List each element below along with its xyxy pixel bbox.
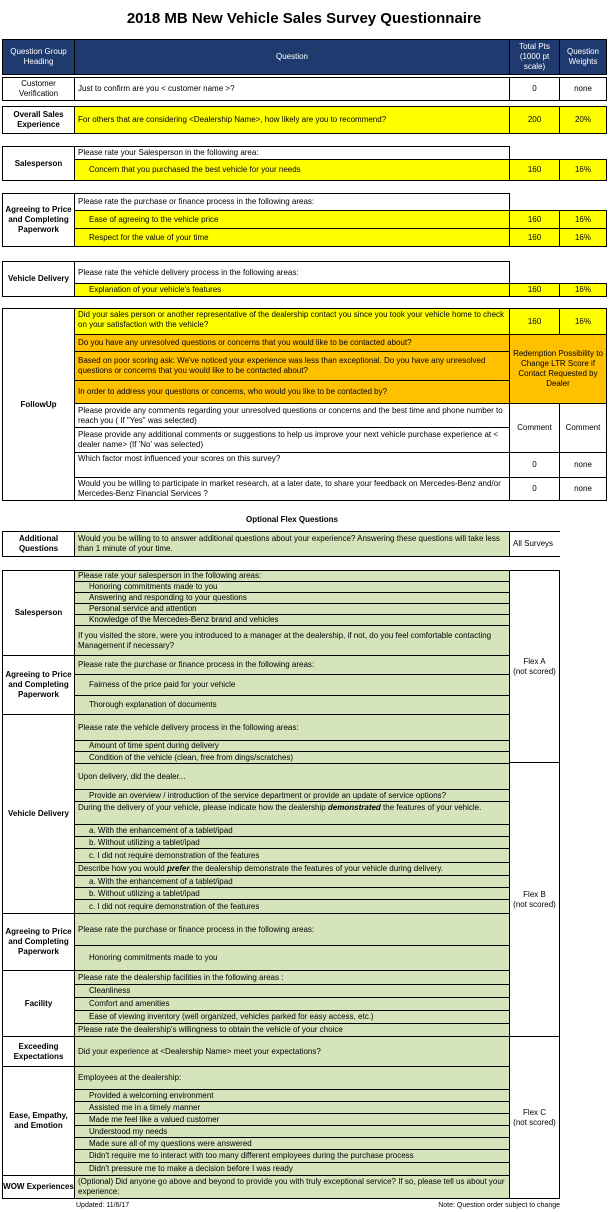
salesperson-label: Salesperson	[2, 146, 75, 181]
customer-verification-weight: none	[559, 77, 607, 101]
facility-label: Facility	[2, 970, 75, 1037]
ease-item-2: Assisted me in a timely manner	[74, 1101, 510, 1114]
customer-verification-label: Customer Verification	[2, 77, 75, 101]
flex-b-cell	[509, 762, 560, 1037]
opt-salesperson-item-3: Personal service and attention	[74, 603, 510, 615]
agreeing-price-weight-1: 16%	[559, 210, 607, 229]
vd-q3-post: the features of your vehicle.	[380, 803, 482, 812]
agreeing-price-item-1: Ease of agreeing to the vehicle price	[74, 210, 510, 229]
ease-item-1: Provided a welcoming environment	[74, 1089, 510, 1102]
followup-points-7: 0	[509, 452, 560, 478]
agreeing-price-question: Please rate the purchase or finance process in the following areas:	[74, 193, 510, 211]
overall-sales-points: 200	[509, 106, 560, 134]
header-group: Question Group Heading	[2, 39, 75, 75]
opt-vehicle-delivery-question: Please rate the vehicle delivery process in the following areas:	[74, 714, 510, 741]
followup-question-2: Do you have any unresolved questions or concerns that you would like to be contacted about?	[74, 334, 510, 352]
opt-vehicle-delivery-item-2: Condition of the vehicle (clean, free from dings/scratches)	[74, 751, 510, 764]
opt-vehicle-delivery-item-1: Amount of time spent during delivery	[74, 740, 510, 752]
vd-q3-pre: During the delivery of your vehicle, please indicate how the dealership	[78, 803, 328, 812]
vd-q4-post: the dealership demonstrate the features of your vehicle during delivery.	[189, 864, 443, 873]
ease-item-4: Understood my needs	[74, 1125, 510, 1138]
followup-question-3: Based on poor scoring ask: We've noticed your experience was less than exceptional. Do you have any unresolved questions or concerns that you would like to be contacted about?	[74, 351, 510, 381]
exceeding-label: Exceeding Expectations	[2, 1036, 75, 1067]
page-title: 2018 MB New Vehicle Sales Survey Questionnaire	[126, 10, 482, 27]
additional-questions-label: Additional Questions	[2, 531, 75, 557]
facility-item-1: Cleanliness	[74, 984, 510, 998]
vehicle-delivery-question: Please rate the vehicle delivery process in the following areas:	[74, 261, 510, 284]
overall-sales-question: For others that are considering <Dealership Name>, how likely are you to recommend?	[74, 106, 510, 134]
agreeing-price-points-2: 160	[509, 228, 560, 247]
followup-label: FollowUp	[2, 308, 75, 501]
opt-salesperson-item-2: Answering and responding to your questions	[74, 592, 510, 604]
opt-salesperson-label: Salesperson	[2, 570, 75, 656]
wow-label: WOW Experiences	[2, 1175, 75, 1199]
footer-note: Note: Question order subject to change	[438, 1202, 560, 1209]
opt-salesperson-item-1: Honoring commitments made to you	[74, 581, 510, 593]
opt-salesperson-question: Please rate your salesperson in the following areas:	[74, 570, 510, 582]
agreeing-price-points-1: 160	[509, 210, 560, 229]
vehicle-delivery-label: Vehicle Delivery	[2, 261, 75, 297]
followup-question-5: Please provide any comments regarding your unresolved questions or concerns and the best time and phone number to reach you ( If "Yes" was selected)	[74, 403, 510, 428]
optional-heading: Optional Flex Questions	[245, 515, 338, 524]
flex-c-cell	[509, 1036, 560, 1199]
followup-question-4: In order to address your questions or concerns, who would you like to be contacted by?	[74, 380, 510, 404]
vd-q3-em: demonstrated	[327, 803, 381, 812]
opt-vehicle-delivery-q4-item-3: c. I did not require demonstration of the features	[74, 899, 510, 914]
opt-agreeing-2-question: Please rate the purchase or finance process in the following areas:	[74, 913, 510, 946]
footer-updated: Updated: 11/6/17	[76, 1202, 130, 1209]
followup-weight-8: none	[559, 477, 607, 501]
followup-question-8: Would you be willing to participate in market research, at a later date, to share your feedback on Mercedes-Benz and/or Mercedes-Benz Financial Services ?	[74, 477, 510, 501]
facility-item-2: Comfort and amenities	[74, 997, 510, 1011]
overall-sales-label: Overall Sales Experience	[2, 106, 75, 134]
opt-vehicle-delivery-q4-item-2: b. Without utilizing a tablet/ipad	[74, 887, 510, 900]
followup-question-7: Which factor most influenced your scores on this survey?	[74, 452, 510, 478]
vehicle-delivery-item: Explanation of your vehicle's features	[74, 283, 510, 297]
flex-a-cell	[509, 570, 560, 763]
opt-vehicle-delivery-q4-item-1: a. With the enhancement of a tablet/ipad	[74, 875, 510, 888]
opt-salesperson-question-2: If you visited the store, were you introduced to a manager at the dealership, if not, do you feel comfortable contacting Management if necessary?	[74, 625, 510, 656]
vd-q4-pre: Describe how you would	[78, 864, 167, 873]
followup-points-8: 0	[509, 477, 560, 501]
ease-item-7: Didn't pressure me to make a decision before I was ready	[74, 1162, 510, 1176]
opt-vehicle-delivery-q3-item-2: b. Without utilizing a tablet/ipad	[74, 836, 510, 849]
opt-vehicle-delivery-question-2: Upon delivery, did the dealer...	[74, 763, 510, 790]
flex-a-note: (not scored)	[513, 666, 556, 676]
opt-agreeing-item-2: Thorough explanation of documents	[74, 695, 510, 715]
followup-question-1: Did your sales person or another representative of the dealership contact you since you took your vehicle home to check on your satisfaction with the vehicle?	[74, 308, 510, 335]
agreeing-price-weight-2: 16%	[559, 228, 607, 247]
opt-vehicle-delivery-label: Vehicle Delivery	[2, 714, 75, 914]
salesperson-question: Please rate your Salesperson in the following area:	[74, 146, 510, 160]
opt-agreeing-item-1: Fairness of the price paid for your vehicle	[74, 674, 510, 696]
ease-item-6: Didn't require me to interact with too many different employees during the purchase process	[74, 1149, 510, 1163]
ease-empathy-question: Employees at the dealership:	[74, 1066, 510, 1090]
opt-vehicle-delivery-q2-item: Provide an overview / introduction of the service department or provide an update of service options?	[74, 789, 510, 802]
facility-question: Please rate the dealership facilities in the following areas :	[74, 970, 510, 985]
followup-weight-1: 16%	[559, 308, 607, 335]
opt-salesperson-item-4: Knowledge of the Mercedes-Benz brand and vehicles	[74, 614, 510, 626]
header-weights: Question Weights	[559, 39, 607, 75]
vehicle-delivery-weight: 16%	[559, 283, 607, 297]
flex-a-label: Flex A	[523, 656, 546, 666]
flex-b-label: Flex B	[523, 889, 546, 899]
opt-vehicle-delivery-question-4	[74, 862, 510, 876]
opt-agreeing-2-label: Agreeing to Price and Completing Paperwork	[2, 913, 75, 971]
overall-sales-weight: 20%	[559, 106, 607, 134]
customer-verification-question: Just to confirm are you < customer name >?	[74, 77, 510, 101]
flex-c-note: (not scored)	[513, 1117, 556, 1127]
salesperson-item: Concern that you purchased the best vehicle for your needs	[74, 159, 510, 181]
additional-questions-scope: All Surveys	[509, 531, 560, 557]
vd-q4-em: prefer	[166, 864, 190, 873]
exceeding-question: Did your experience at <Dealership Name> meet your expectations?	[74, 1036, 510, 1067]
additional-questions-question: Would you be willing to to answer additional questions about your experience? Answering these questions will take less than 1 minute of your time.	[74, 531, 510, 557]
followup-question-6: Please provide any additional comments or suggestions to help us improve your next vehicle purchase experience at < dealer name> (If 'No' was selected)	[74, 427, 510, 453]
flex-b-note: (not scored)	[513, 899, 556, 909]
salesperson-weight: 16%	[559, 159, 607, 181]
followup-comment-2: Comment	[559, 403, 607, 453]
header-points: Total Pts (1000 pt scale)	[509, 39, 560, 75]
ease-item-3: Made me feel like a valued customer	[74, 1113, 510, 1126]
agreeing-price-label: Agreeing to Price and Completing Paperwork	[2, 193, 75, 247]
opt-agreeing-2-item: Honoring commitments made to you	[74, 945, 510, 971]
facility-question-2: Please rate the dealership's willingness to obtain the vehicle of your choice	[74, 1023, 510, 1037]
followup-weight-7: none	[559, 452, 607, 478]
opt-agreeing-question: Please rate the purchase or finance process in the following areas:	[74, 655, 510, 675]
followup-comment-1: Comment	[509, 403, 560, 453]
ease-empathy-label: Ease, Empathy, and Emotion	[2, 1066, 75, 1176]
agreeing-price-item-2: Respect for the value of your time	[74, 228, 510, 247]
salesperson-points: 160	[509, 159, 560, 181]
wow-question: (Optional) Did anyone go above and beyond to provide you with truly exceptional service? If so, please tell us about your experience:	[74, 1175, 510, 1199]
followup-points-1: 160	[509, 308, 560, 335]
flex-c-label: Flex C	[522, 1107, 547, 1117]
followup-redemption: Redemption Possibility to Change LTR Score if Contact Requested by Dealer	[509, 334, 607, 404]
opt-agreeing-label: Agreeing to Price and Completing Paperwork	[2, 655, 75, 715]
facility-item-3: Ease of viewing inventory (well organized, vehicles parked for easy access, etc.)	[74, 1010, 510, 1024]
opt-vehicle-delivery-q3-item-1: a. With the enhancement of a tablet/ipad	[74, 824, 510, 837]
vehicle-delivery-points: 160	[509, 283, 560, 297]
ease-item-5: Made sure all of my questions were answered	[74, 1137, 510, 1150]
opt-vehicle-delivery-question-3	[74, 801, 510, 825]
header-question: Question	[74, 39, 510, 75]
opt-vehicle-delivery-q3-item-3: c. I did not require demonstration of the features	[74, 848, 510, 863]
customer-verification-points: 0	[509, 77, 560, 101]
